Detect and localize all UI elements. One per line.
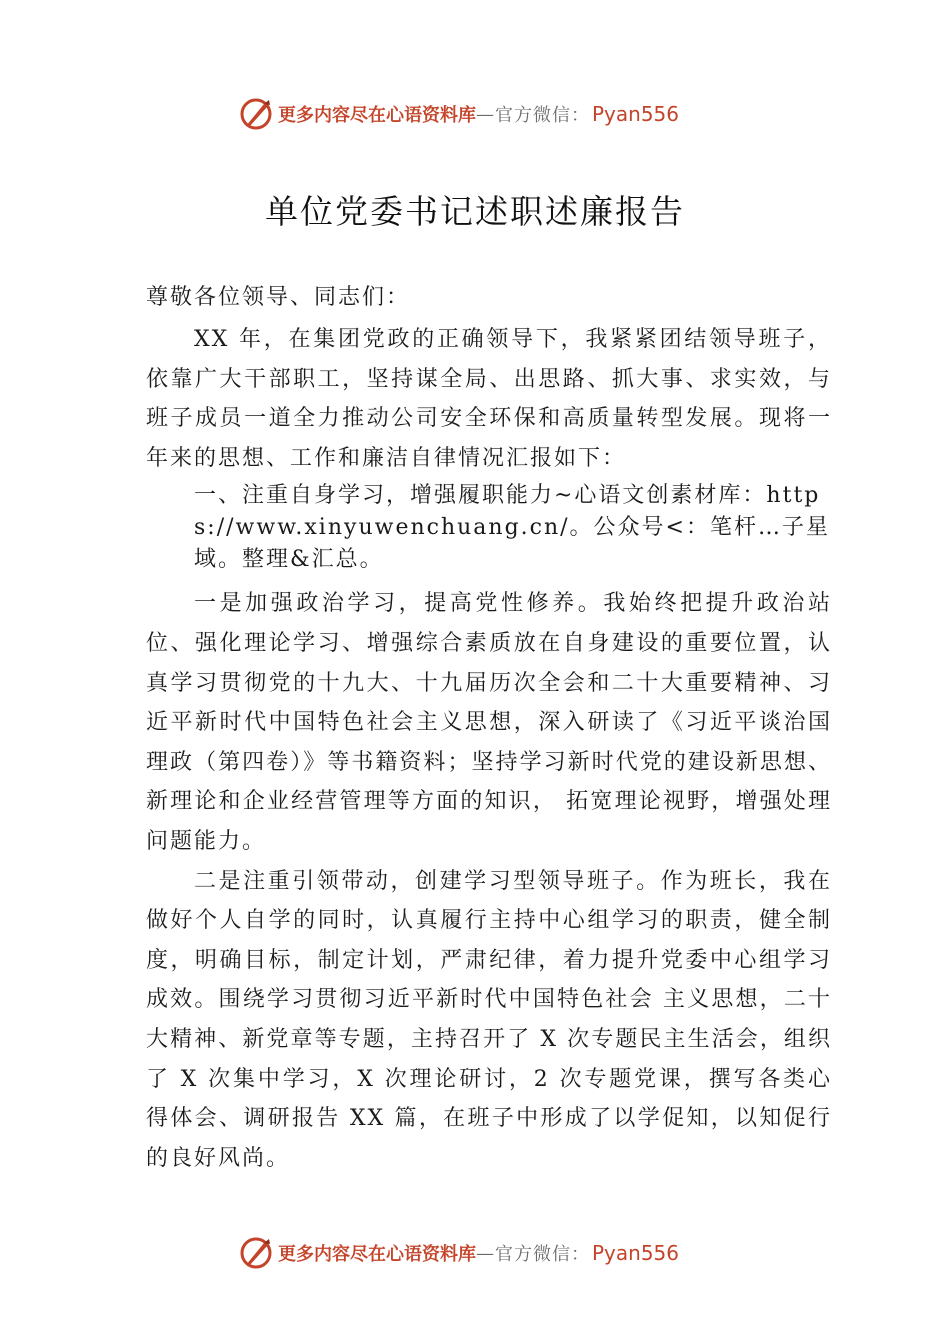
watermark-site-text: 更多内容尽在心语资料库 xyxy=(278,1244,476,1265)
document-title: 单位党委书记述职述廉报告 xyxy=(265,192,685,231)
watermark-label: 官方微信： xyxy=(495,1244,590,1265)
watermark-wechat-id: Pyan556 xyxy=(592,1241,680,1265)
watermark-dash: — xyxy=(476,1242,495,1264)
header-watermark xyxy=(238,94,738,134)
watermark-dash: — xyxy=(476,103,495,125)
watermark-site-text: 更多内容尽在心语资料库 xyxy=(278,105,476,126)
watermark-wechat-id: Pyan556 xyxy=(592,102,680,126)
document-body xyxy=(146,280,832,1178)
watermark-label: 官方微信： xyxy=(495,105,590,126)
paragraph-team-learning: 二是注重引领带动，创建学习型领导班子。作为班长，我在做好个人自学的同时，认真履行主持中心组学习的职责，健全制度，明确目标，制定计划，严肃纪律，着力提升党委中心组学习成效。围绕学习贯彻习近平新时代中国特色社会 主义思想，二十大精神、新党章等专题，主持召开了 X 次专题民主生活会，组织了 X 次集中学习，X 次理论研讨，2 次专题党课，撰写各类心得体会、调研报告 XX 篇，在班子中形成了以学促知，以知促行的良好风尚。 xyxy=(146,868,832,1171)
intro-paragraph: XX 年，在集团党政的正确领导下，我紧紧团结领导班子，依靠广大干部职工，坚持谋全局、出思路、抓大事、求实效，与班子成员一道全力推动公司安全环保和高质量转型发展。现将一年来的思想、工作和廉洁自律情况汇报如下： xyxy=(146,327,832,471)
paragraph-political-study: 一是加强政治学习，提高党性修养。我始终把提升政治站位、强化理论学习、增强综合素质放在自身建设的重要位置，认真学习贯彻党的十九大、十九届历次全会和二十大重要精神、习近平新时代中国特色社会主义思想，深入研读了《习近平谈治国理政（第四卷）》等书籍资料；坚持学习新时代党的建设新思想、新理论和企业经营管理等方面的知识， 拓宽理论视野，增强处理问题能力。 xyxy=(146,591,832,854)
quill-pen-logo-icon xyxy=(238,1235,274,1271)
greeting: 尊敬各位领导、同志们： xyxy=(146,285,411,310)
section-heading: 一、注重自身学习，增强履职能力~心语文创素材库：https://www.xinyuwenchuang.cn/。公众号<：笔杆…子星域。整理&汇总。 xyxy=(194,483,830,573)
quill-pen-logo-icon xyxy=(238,96,274,132)
footer-watermark xyxy=(238,1233,738,1273)
